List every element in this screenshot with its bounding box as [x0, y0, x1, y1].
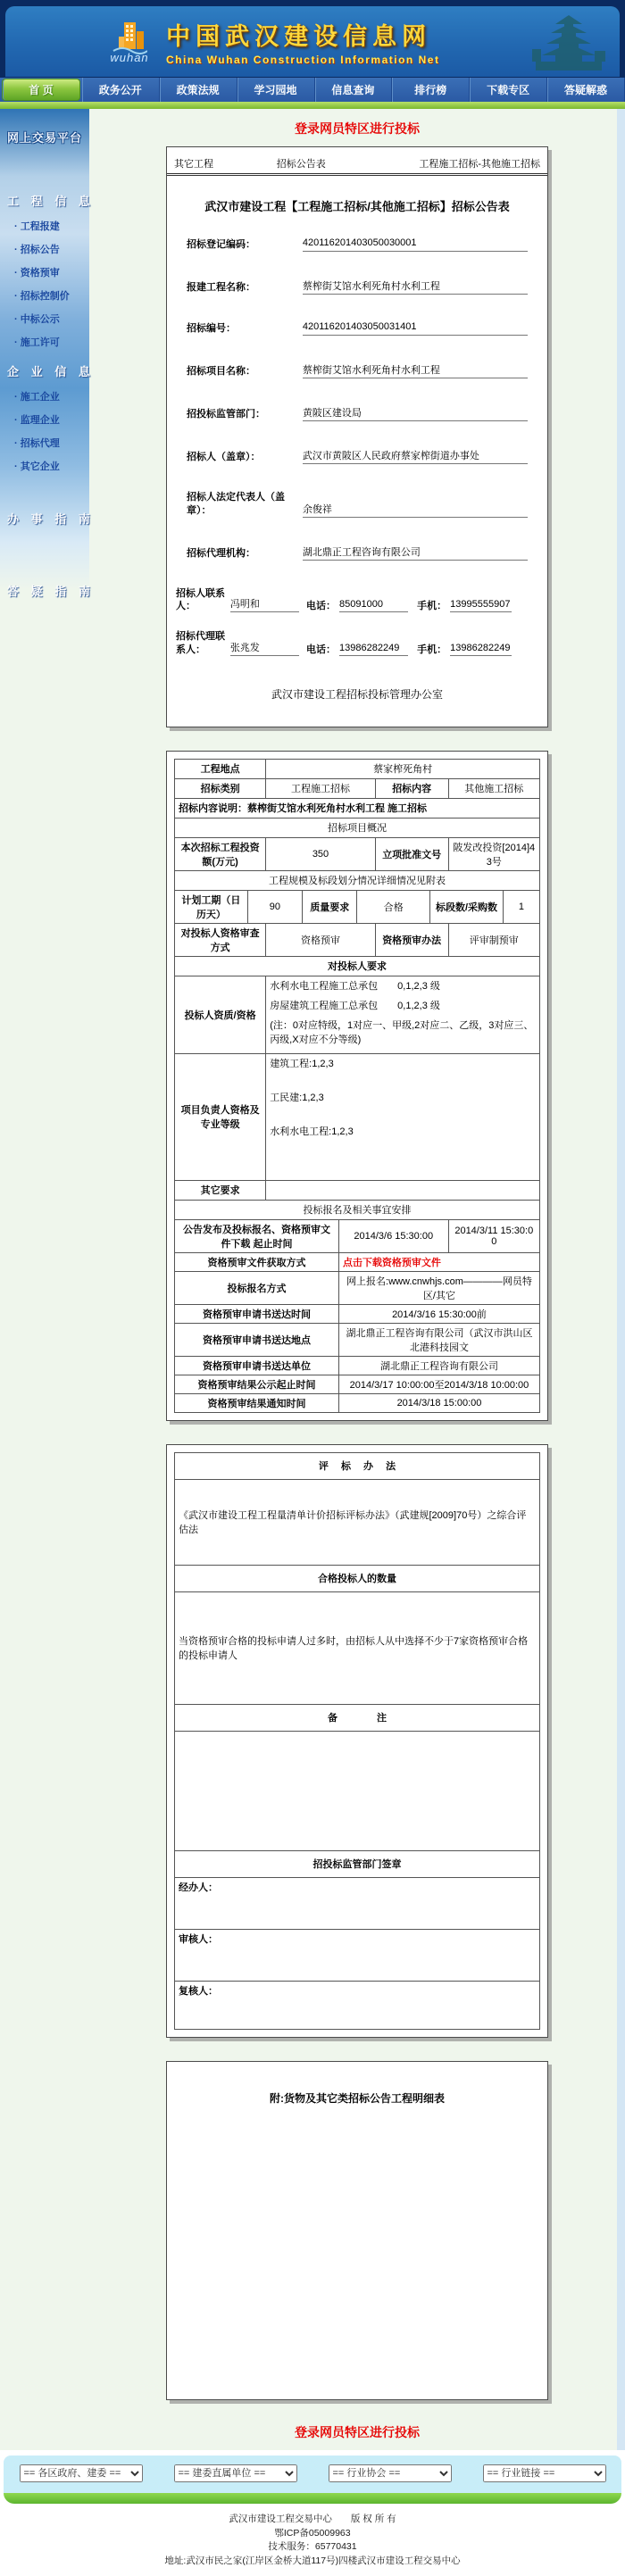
row-label: 本次招标工程投资额(万元) — [175, 837, 266, 870]
header-titles — [166, 17, 439, 66]
sidebar-item[interactable]: · 施工企业 — [14, 392, 60, 403]
field-value: 蔡榨街艾馆水利死角村水利工程 — [303, 278, 528, 295]
footer-links-dropdown-1[interactable] — [20, 2464, 143, 2482]
mobile-label: 手机： — [417, 644, 447, 655]
nav-item-7[interactable]: 下载专区 — [470, 78, 547, 102]
row-value: 2014/3/17 10:00:00至2014/3/18 10:00:00 — [338, 1375, 539, 1393]
sidebar-section-items-1 — [0, 214, 89, 353]
table-row — [175, 1452, 540, 1479]
row-value: 合格 — [357, 890, 430, 923]
row-label: 工程地点 — [175, 759, 266, 778]
sidebar-section-title-4: 答 疑 指 南 — [7, 585, 95, 598]
table-row — [175, 759, 540, 778]
main-nav — [0, 77, 625, 102]
footer-links-dropdown-2[interactable] — [174, 2464, 297, 2482]
table-row — [175, 1731, 540, 1850]
row-value: 2014/3/6 15:30:00 — [338, 1219, 448, 1252]
sidebar-item[interactable]: · 招标公告 — [14, 245, 60, 255]
row-value: 其他施工招标 — [448, 778, 539, 798]
contact-name: 张兆发 — [230, 640, 299, 656]
row-value: 评审制预审 — [448, 923, 539, 956]
table-row — [175, 1393, 540, 1412]
field-label: 招标项目名称： — [187, 366, 255, 378]
sidebar-section-title-2: 企 业 信 息 — [7, 365, 95, 378]
sidebar-item[interactable]: · 监理企业 — [14, 415, 60, 426]
table-row — [175, 1704, 540, 1731]
site-title: 中国武汉建设信息网 — [166, 23, 431, 50]
evaluation-panel — [166, 1444, 548, 2038]
table-row — [175, 1323, 540, 1356]
mobile-label: 手机： — [417, 601, 447, 612]
row-value: 陂发改投资[2014]43号 — [448, 837, 539, 870]
contact-row — [176, 630, 538, 656]
main-content — [89, 109, 625, 2450]
panel1-breadcrumb — [167, 153, 547, 176]
table-row — [175, 870, 540, 890]
field-label: 招标编号： — [187, 323, 236, 335]
table-row — [175, 1304, 540, 1323]
row-value: 工程施工招标 — [266, 778, 376, 798]
section-header-cell: 评 标 办 法 — [175, 1452, 540, 1479]
multiline-entry: 房屋建筑工程施工总承包 0,1,2,3 级 — [270, 1000, 440, 1011]
field-label: 招标登记编码： — [187, 239, 255, 251]
section-content-cell — [175, 1731, 540, 1850]
phone-label: 电话： — [306, 601, 337, 612]
content-area — [0, 109, 625, 2450]
mobile-value: 13995555907 — [450, 599, 512, 612]
row-label: 立项批准文号 — [375, 837, 448, 870]
row-label: 资格预审办法 — [375, 923, 448, 956]
project-detail-table — [174, 759, 540, 1413]
multiline-entry: (注：0对应特级，1对应一、甲级,2对应二、乙级，3对应三、丙级,X对应不分等级) — [270, 1019, 534, 1045]
field-label: 招标人（盖章）： — [187, 452, 261, 463]
sidebar-section-title-1: 工 程 信 息 — [7, 195, 95, 208]
table-row — [175, 1375, 540, 1393]
field-value: 武汉市黄陂区人民政府蔡家榨街道办事处 — [303, 448, 528, 464]
row-label: 资格预审申请书送达时间 — [175, 1304, 339, 1323]
row-label: 招标类别 — [175, 778, 266, 798]
nav-item-5[interactable]: 信息查询 — [315, 78, 393, 102]
row-label: 投标报名方式 — [175, 1271, 339, 1304]
table-row — [175, 1850, 540, 1877]
section-row: 招标内容说明：蔡榨街艾馆水利死角村水利工程 施工招标 — [175, 798, 540, 818]
table-row — [175, 1200, 540, 1219]
footer-links-dropdown-3[interactable] — [329, 2464, 452, 2482]
table-row — [175, 818, 540, 837]
evaluation-table — [174, 1452, 540, 2030]
row-label: 对投标人资格审查方式 — [175, 923, 266, 956]
multiline-entry: 工民建:1,2,3 — [270, 1092, 324, 1103]
breadcrumb-right: 工程施工招标-其他施工招标 — [419, 159, 540, 170]
multiline-entry: 水利水电工程:1,2,3 — [270, 1126, 354, 1137]
pagoda-icon — [530, 13, 607, 71]
login-link-bottom[interactable]: 登录网员特区进行投标 — [295, 2424, 420, 2439]
field-value: 余俊祥 — [303, 502, 528, 518]
row-value: 1 — [503, 890, 539, 923]
field-value: 420116201403050030001 — [303, 237, 528, 252]
header-banner — [5, 6, 620, 77]
contact-label: 招标代理联系人： — [176, 631, 225, 655]
row-value: 湖北鼎正工程咨询有限公司（武汉市洪山区北港科技园文 — [338, 1323, 539, 1356]
sidebar-item[interactable]: · 中标公示 — [14, 314, 60, 325]
field-value: 420116201403050031401 — [303, 321, 528, 336]
section-content-cell: 经办人： — [175, 1877, 540, 1929]
row-label: 计划工期（日历天） — [175, 890, 248, 923]
table-row — [175, 1252, 540, 1271]
row-label: 招标内容 — [375, 778, 448, 798]
section-row: 工程规模及标段划分情况详细情况见附表 — [175, 870, 540, 890]
bottom-green-bar — [4, 2493, 621, 2504]
logo-script-text: wuhan — [110, 51, 149, 64]
table-row — [175, 1180, 540, 1200]
row-label: 质量要求 — [303, 890, 357, 923]
table-row — [175, 1271, 540, 1304]
nav-item-3[interactable]: 政策法规 — [160, 78, 238, 102]
row-value — [266, 1180, 540, 1200]
table-row — [175, 1929, 540, 1981]
field-label: 招投标监管部门： — [187, 409, 265, 420]
row-multiline-value — [266, 976, 540, 1053]
multiline-entry: 水利水电工程施工总承包 0,1,2,3 级 — [270, 980, 440, 992]
row-value: 2014/3/16 15:30:00前 — [338, 1304, 539, 1323]
phone-value: 85091000 — [339, 599, 408, 612]
row-label: 标段数/采购数 — [430, 890, 504, 923]
phone-value: 13986282249 — [339, 643, 408, 656]
table-row — [175, 1591, 540, 1704]
multiline-entry: 建筑工程:1,2,3 — [270, 1058, 334, 1069]
form-field-row — [187, 544, 528, 561]
field-value: 湖北鼎正工程咨询有限公司 — [303, 544, 528, 561]
table-row — [175, 1053, 540, 1180]
sidebar-section-title-3: 办 事 指 南 — [7, 512, 95, 526]
sidebar-platform-title: 网上交易平台 — [7, 131, 83, 145]
site-logo[interactable] — [102, 19, 157, 64]
footer-links-dropdown-4[interactable] — [483, 2464, 606, 2482]
row-value: 350 — [266, 837, 376, 870]
nav-item-1[interactable]: 首 页 — [2, 79, 80, 101]
table-row — [175, 1981, 540, 2029]
table-row — [175, 1356, 540, 1375]
site-subtitle: China Wuhan Construction Information Net — [166, 54, 440, 66]
contact-name: 冯明和 — [230, 596, 299, 612]
sidebar — [0, 109, 95, 2450]
sidebar-section-items-2 — [0, 385, 89, 478]
sidebar-item[interactable]: · 施工许可 — [14, 337, 60, 348]
sidebar-item[interactable]: · 工程报建 — [14, 221, 60, 232]
row-label: 资格预审结果公示起止时间 — [175, 1375, 339, 1393]
green-divider — [0, 102, 625, 109]
download-prequalification-link[interactable]: 点击下载资格预审文件 — [338, 1252, 539, 1271]
table-row — [175, 1877, 540, 1929]
form-field-row — [187, 278, 528, 295]
form-field-row — [187, 321, 528, 336]
section-row: 对投标人要求 — [175, 956, 540, 976]
breadcrumb-left: 其它工程 — [174, 159, 213, 170]
sidebar-sections — [0, 192, 95, 599]
sidebar-item[interactable]: · 其它企业 — [14, 461, 60, 472]
announcement-contacts — [167, 587, 547, 656]
issuing-office: 武汉市建设工程招标投标管理办公室 — [271, 687, 443, 701]
row-label: 资格预审文件获取方式 — [175, 1252, 339, 1271]
row-value: 2014/3/11 15:30:00 — [448, 1219, 539, 1252]
field-label: 报建工程名称： — [187, 282, 255, 294]
nav-item-2[interactable]: 政务公开 — [82, 78, 160, 102]
table-row — [175, 1565, 540, 1591]
row-label: 资格预审结果通知时间 — [175, 1393, 339, 1412]
right-edge-strip — [617, 109, 625, 2450]
project-detail-panel — [166, 751, 548, 1421]
row-multiline-value — [266, 1053, 540, 1180]
row-label: 资格预审申请书送达地点 — [175, 1323, 339, 1356]
row-value: 蔡家榨死角村 — [266, 759, 540, 778]
nav-item-8[interactable]: 答疑解惑 — [547, 78, 625, 102]
row-label: 其它要求 — [175, 1180, 266, 1200]
site-footer — [0, 2513, 625, 2569]
field-value: 蔡榨街艾馆水利死角村水利工程 — [303, 362, 528, 378]
section-header-cell: 招投标监管部门签章 — [175, 1850, 540, 1877]
footer-line: 技术服务：65770431 — [268, 2541, 357, 2553]
attachment-note: 附:货物及其它类招标公告工程明细表 — [270, 2091, 445, 2105]
section-content-cell: 审核人： — [175, 1929, 540, 1981]
row-value: 湖北鼎正工程咨询有限公司 — [338, 1356, 539, 1375]
table-row — [175, 890, 540, 923]
row-value: 资格预审 — [266, 923, 376, 956]
field-value: 黄陂区建设局 — [303, 405, 528, 421]
sidebar-gradient — [0, 109, 95, 598]
nav-item-6[interactable]: 排行榜 — [392, 78, 470, 102]
section-row: 招标项目概况 — [175, 818, 540, 837]
footer-line: 武汉市建设工程交易中心 版 权 所 有 — [229, 2513, 396, 2524]
breadcrumb-center: 招标公告表 — [276, 159, 326, 170]
login-link-top[interactable]: 登录网员特区进行投标 — [295, 121, 420, 136]
footer-line: 鄂ICP备05009963 — [274, 2527, 351, 2539]
friendly-links-bar — [4, 2456, 621, 2493]
table-row — [175, 956, 540, 976]
announcement-title: 武汉市建设工程【工程施工招标/其他施工招标】招标公告表 — [204, 200, 510, 213]
row-value: 网上报名:www.cnwhjs.com————网员特区/其它 — [338, 1271, 539, 1304]
phone-label: 电话： — [306, 644, 337, 655]
field-label: 招标代理机构： — [187, 547, 255, 559]
sidebar-item[interactable]: · 招标代理 — [14, 438, 60, 449]
row-label: 项目负责人资格及专业等级 — [175, 1053, 266, 1180]
section-header-cell: 备 注 — [175, 1704, 540, 1731]
section-content-cell: 当资格预审合格的投标申请人过多时，由招标人从中选择不少于7家资格预审合格的投标申请人 — [175, 1591, 540, 1704]
table-row — [175, 1219, 540, 1252]
form-field-row — [187, 362, 528, 378]
form-field-row — [187, 491, 528, 518]
table-row — [175, 923, 540, 956]
row-label: 公告发布及投标报名、资格预审文件下载 起止时间 — [175, 1219, 339, 1252]
contact-row — [176, 587, 538, 613]
section-content-cell: 《武汉市建设工程工程量清单计价招标评标办法》（武建规[2009]70号）之综合评估法 — [175, 1479, 540, 1565]
table-row — [175, 837, 540, 870]
table-row — [175, 778, 540, 798]
row-label: 资格预审申请书送达单位 — [175, 1356, 339, 1375]
section-row: 投标报名及相关事宜安排 — [175, 1200, 540, 1219]
announcement-fields — [167, 237, 547, 561]
table-row — [175, 798, 540, 818]
row-label: 投标人资质/资格 — [175, 976, 266, 1053]
form-field-row — [187, 237, 528, 252]
sidebar-item[interactable]: · 招标控制价 — [14, 291, 70, 302]
sidebar-item[interactable]: · 资格预审 — [14, 268, 60, 278]
mobile-value: 13986282249 — [450, 643, 512, 656]
site-header — [0, 0, 625, 77]
footer-line: 地址:武汉市民之家(江岸区金桥大道117号)四楼武汉市建设工程交易中心 — [164, 2555, 461, 2567]
row-value: 2014/3/18 15:00:00 — [338, 1393, 539, 1412]
nav-item-4[interactable]: 学习园地 — [238, 78, 315, 102]
row-value: 90 — [247, 890, 302, 923]
announcement-form-panel — [166, 146, 548, 727]
table-row — [175, 1479, 540, 1565]
form-field-row — [187, 448, 528, 464]
section-header-cell: 合格投标人的数量 — [175, 1565, 540, 1591]
table-row — [175, 976, 540, 1053]
field-label: 招标人法定代表人（盖章）： — [187, 492, 285, 516]
building-logo-icon — [112, 19, 147, 54]
contact-label: 招标人联系人： — [176, 587, 225, 611]
section-content-cell: 复核人： — [175, 1981, 540, 2029]
form-field-row — [187, 405, 528, 421]
